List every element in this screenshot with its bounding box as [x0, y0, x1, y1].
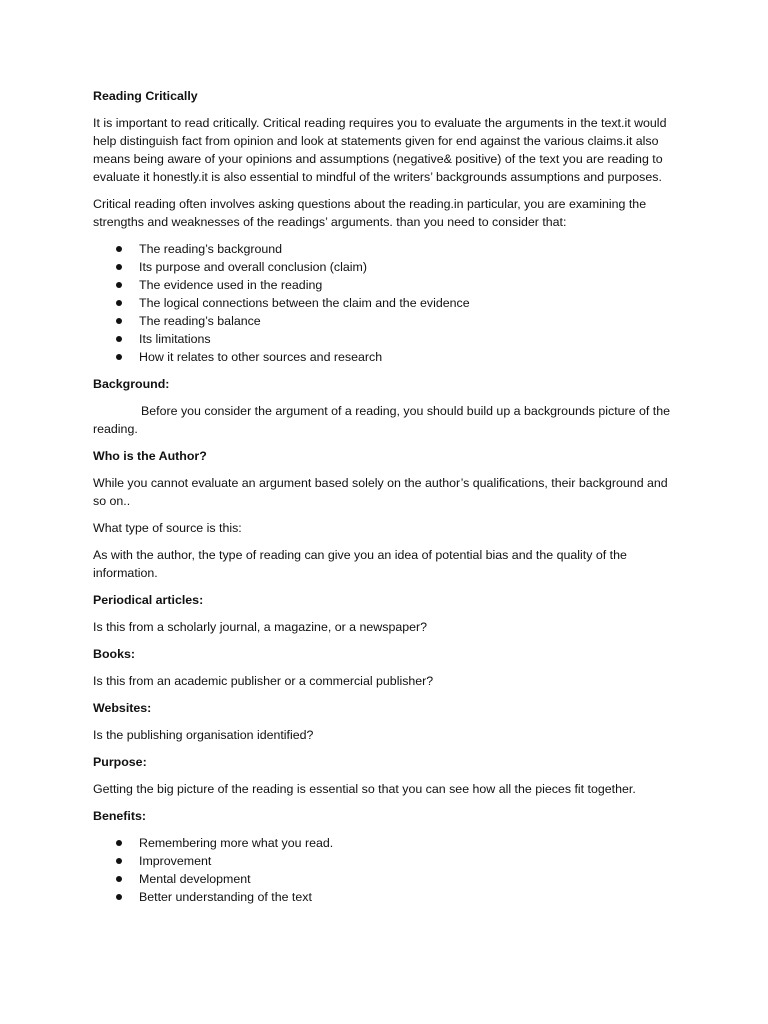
benefits-list: [93, 834, 683, 906]
books-heading: Books:: [93, 647, 135, 661]
bullet-icon: [116, 354, 122, 360]
bullet-icon: [116, 282, 122, 288]
list-item: The reading’s balance: [93, 312, 683, 330]
critical-reading-paragraph: Critical reading often involves asking questions about the reading.in particular, you are examining the strengths and weaknesses of the readings’ arguments. than you need to consider that:: [93, 197, 647, 229]
list-item: The evidence used in the reading: [93, 276, 683, 294]
purpose-paragraph: Getting the big picture of the reading is essential so that you can see how all the pieces fit together.: [93, 782, 636, 796]
periodical-heading: Periodical articles:: [93, 593, 204, 607]
bullet-icon: [116, 300, 122, 306]
benefits-heading: Benefits:: [93, 809, 147, 823]
list-item: Its purpose and overall conclusion (claim): [93, 258, 683, 276]
document-page: [93, 87, 683, 915]
bullet-icon: [116, 246, 122, 252]
list-item: Better understanding of the text: [93, 888, 683, 906]
periodical-paragraph: Is this from a scholarly journal, a magazine, or a newspaper?: [93, 620, 428, 634]
source-paragraph: As with the author, the type of reading can give you an idea of potential bias and the quality of the information.: [93, 548, 627, 580]
purpose-heading: Purpose:: [93, 755, 147, 769]
list-item: How it relates to other sources and research: [93, 348, 683, 366]
list-item: The logical connections between the claim and the evidence: [93, 294, 683, 312]
list-item: Improvement: [93, 852, 683, 870]
list-item: Its limitations: [93, 330, 683, 348]
bullet-icon: [116, 264, 122, 270]
intro-paragraph: It is important to read critically. Critical reading requires you to evaluate the arguments in the text.it would help distinguish fact from opinion and look at statements given for end against the various claims.it also means being aware of your opinions and assumptions (negative& positive) of the text you are reading to evaluate it honestly.it is also essential to mindful of the writers’ backgrounds assumptions and purposes.: [93, 116, 667, 184]
bullet-icon: [116, 318, 122, 324]
list-item: Mental development: [93, 870, 683, 888]
consider-list: [93, 240, 683, 366]
bullet-icon: [116, 840, 122, 846]
websites-heading: Websites:: [93, 701, 152, 715]
websites-paragraph: Is the publishing organisation identified?: [93, 728, 314, 742]
bullet-icon: [116, 894, 122, 900]
books-paragraph: Is this from an academic publisher or a commercial publisher?: [93, 674, 434, 688]
bullet-icon: [116, 858, 122, 864]
source-heading: What type of source is this:: [93, 521, 242, 535]
bullet-icon: [116, 336, 122, 342]
list-item: Remembering more what you read.: [93, 834, 683, 852]
document-title: Reading Critically: [93, 89, 198, 103]
background-paragraph: Before you consider the argument of a reading, you should build up a backgrounds picture of the reading.: [93, 404, 671, 436]
author-paragraph: While you cannot evaluate an argument based solely on the author’s qualifications, their background and so on..: [93, 476, 668, 508]
author-heading: Who is the Author?: [93, 449, 207, 463]
bullet-icon: [116, 876, 122, 882]
background-heading: Background:: [93, 377, 170, 391]
list-item: The reading’s background: [93, 240, 683, 258]
